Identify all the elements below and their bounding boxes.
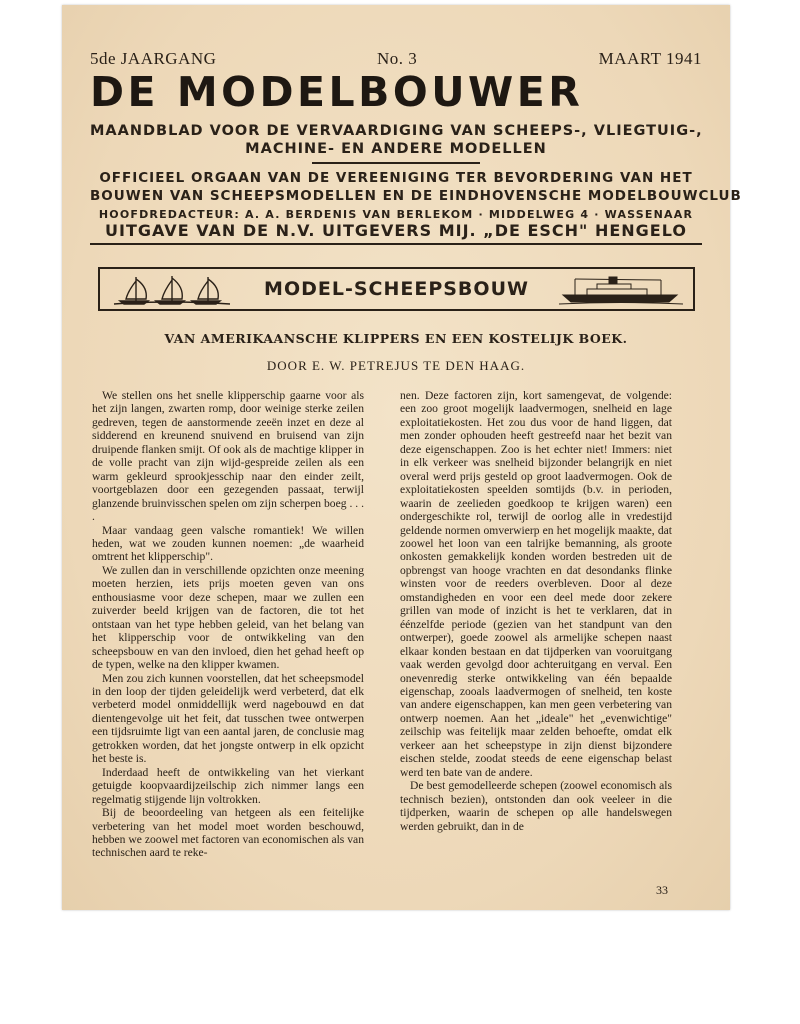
article-byline: DOOR E. W. PETREJUS TE DEN HAAG.	[266, 358, 526, 373]
header-divider	[312, 162, 480, 164]
paragraph: We zullen dan in verschillende opzichten onze meening moeten herzien, iets prijs moeten geven van ons enthousiasme voor deze schepen, maar we zullen een zuiverder beeld krijgen van de factoren, die tot het ontstaan van het type hebben geleid, van het belang van het klipperschip voor de ontwikkeling van den scheepsbouw en van den invloed, dien het gehad heeft op de typen, welke na den klipper kwamen.	[92, 563, 364, 672]
paragraph: De best gemodelleerde schepen (zoowel economisch als technisch bezien), ontstonden dan ook veeleer in die tijdperken, waarin de schepen op alle handelswegen werden gebruikt, dan in de	[400, 779, 672, 833]
section-banner	[98, 267, 695, 311]
paragraph: Men zou zich kunnen voorstellen, dat het scheepsmodel in den loop der tijden geleidelijk werd verbeterd, dat elk verbeterd model onmiddellijk werd nagebouwd en dat dientengevolge uit het feit, dat tusschen twee ontwerpen een tijdsruimte ligt van een aantal jaren, de conclusie mag getrokken worden, dat het jongste ontwerp in elk opzicht het beste is.	[92, 671, 364, 766]
issue-number: No. 3	[377, 49, 418, 68]
page-number: 33	[656, 883, 668, 897]
paragraph: We stellen ons het snelle klipperschip gaarne voor als het zijn langen, zwarten romp, door weinige sterke zeilen gedreven, tegen de aanstormende zeeën inzet en deze al sidderend en kreunend snuivend en bruisend van zijn druipende flanken smijt. Of ook als de machtige klipper in de volle pracht van zijn wijd-gespreide zeilen als een warm gekleurd sprookjesschip naar den einder zeilt, voortgeblazen door een gezegenden passaat, terwijl glanzende bruinvisschen spelen om zijn scherpen boeg . . . .	[92, 389, 364, 524]
section-title: MODEL-SCHEEPSBOUW	[264, 278, 529, 300]
subtitle-line-2: MACHINE- EN ANDERE MODELLEN	[245, 141, 547, 157]
issue-date: MAART 1941	[598, 49, 702, 68]
paragraph: Inderdaad heeft de ontwikkeling van het vierkant getuigde koopvaardijzeilschip zich nimmer langs een regelmatig stijgende lijn voltrokken.	[92, 765, 364, 806]
steamship-icon	[557, 273, 685, 307]
paragraph: Bij de beoordeeling van hetgeen als een feitelijke verbetering van het model moet worden beschouwd, hebben we zoowel met factoren van economischen als van technischen aard te reke-	[92, 806, 364, 860]
publisher-line: UITGAVE VAN DE N.V. UITGEVERS MIJ. „DE ESCH" HENGELO	[105, 221, 687, 240]
magazine-page	[62, 5, 742, 910]
volume-label: 5de JAARGANG	[90, 49, 217, 68]
paragraph: Maar vandaag geen valsche romantiek! We willen heden, wat we zouden kunnen noemen: „de waarheid omtrent het klipperschip".	[92, 523, 364, 564]
article-title: VAN AMERIKAANSCHE KLIPPERS EN EEN KOSTELIJK BOEK.	[164, 331, 628, 346]
left-column	[92, 389, 364, 860]
subtitle-line-1: MAANDBLAD VOOR DE VERVAARDIGING VAN SCHEEPS-, VLIEGTUIG-,	[90, 123, 703, 139]
editor-line: HOOFDREDACTEUR: A. A. BERDENIS VAN BERLEKOM · MIDDELWEG 4 · WASSENAAR	[98, 208, 694, 221]
paragraph: nen. Deze factoren zijn, kort samengevat, de volgende: een zoo groot mogelijk laadvermogen, snelheid en lage exploitatiekosten. Het zou dus voor de hand liggen, dat men zonder ophouden heeft gestreefd naar het bezit van deze eigenschappen. Zoo is het echter niet! Immers: niet in elk verkeer was snelheid bijzonder belangrijk en niet overal werd prijs gesteld op groot laadvermogen. Ook de exploitatiekosten speelden somtijds (b.v. in perioden, waarin de zeelieden goedkoop te krijgen waren) een ondergeschikte rol, terwijl de oorlog alle in vredestijd geldende normen omverwierp en het mogelijk maakte, dat zoowel het loon van een talrijke bemanning, als groote onkosten gemakkelijk konden worden bestreden uit de opbrengst van hooge vrachten en dat desondanks flinke winsten voor de reeders overbleven. Door al deze omstandigheden en voor een deel mede door zekere grillen van mode of inzicht is het te verklaren, dat in éénzelfde periode (gezien van het standpunt van den ontwerper), goede zoowel als armelijke schepen naast elkaar konden bestaan en dat tijdperken van vooruitgang vaak werden gevolgd door achteruitgang en verval. Een onevenredig sterke ontwikkeling van één bepaalde eigenschap, zooals laadvermogen of snelheid, ten koste van andere eigenschappen, kan men geen verbetering van ontwerp noemen. Aan het „ideale" het „evenwichtige" zeilschip was feitelijk maar zelden behoefte, omdat elk verkeer aan het scheepstype in zijn dienst bijzondere eischen stelde, zoodat steeds de eene eigenschap belast werd ten bate van de andere.	[400, 389, 672, 779]
official-line-1: OFFICIEEL ORGAAN VAN DE VEREENIGING TER BEVORDERING VAN HET	[99, 170, 693, 186]
header-rule	[90, 243, 702, 245]
official-line-2: BOUWEN VAN SCHEEPSMODELLEN EN DE EINDHOVENSCHE MODELBOUWCLUB	[90, 188, 742, 204]
masthead-title: DE MODELBOUWER	[90, 68, 584, 116]
right-column	[400, 389, 672, 833]
